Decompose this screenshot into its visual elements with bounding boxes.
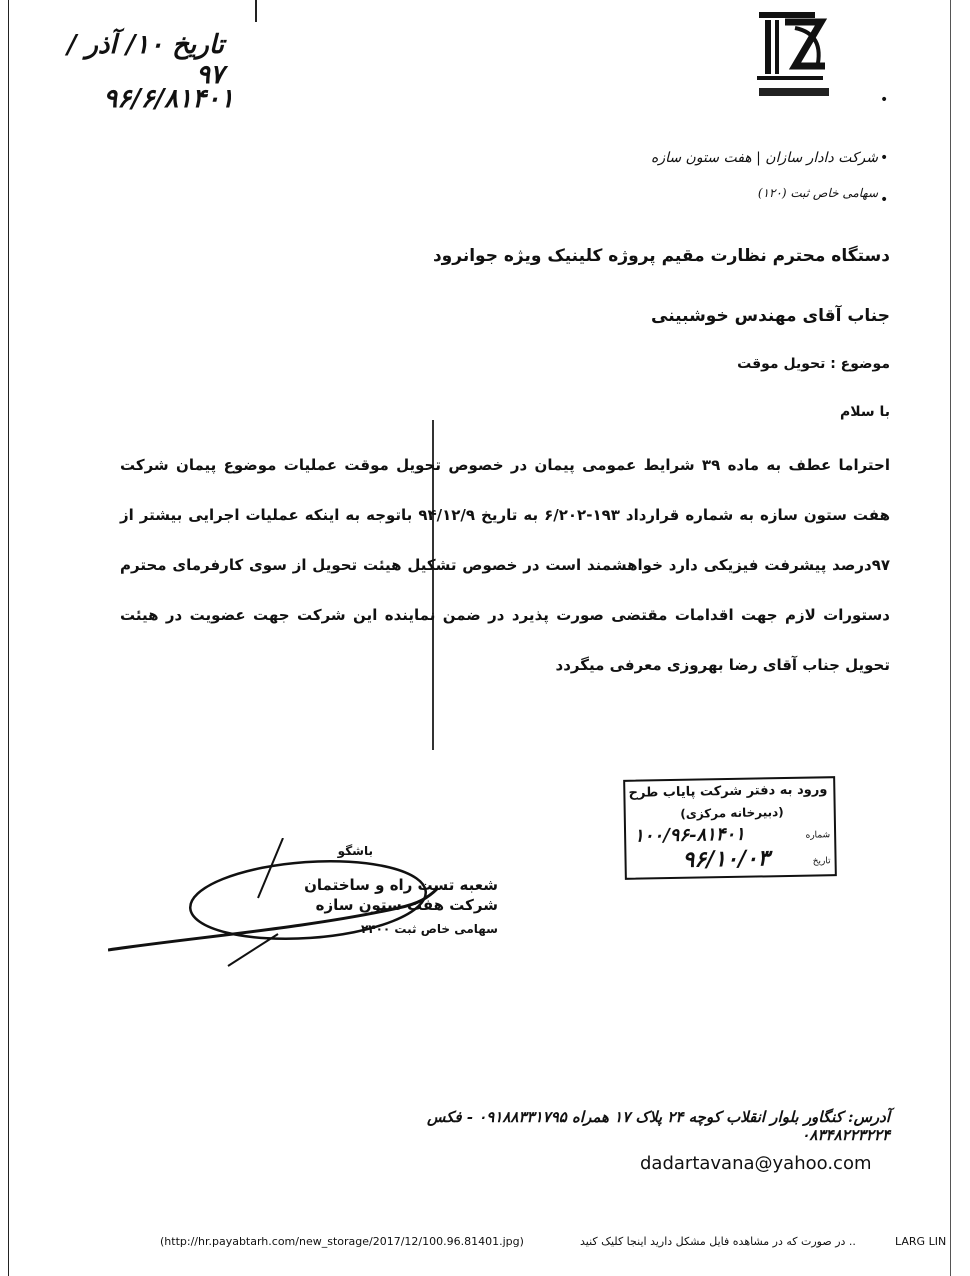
letter-greeting: با سلام [839,404,890,420]
scan-left-edge [8,0,9,1276]
letter-body: احتراما عطف به ماده ۳۹ شرایط عمومی پیمان در خصوص تحویل موقت عملیات موضوع پیمان شرکت هفت ستون سازه به شماره قرارداد ۱۹۳-۶/۲۰۲ به تاریخ ۹۴/۱۲/۹ باتوجه به اینکه عملیات اجرایی بیشتر از ۹۷درصد پیشرفت فیزیکی دارد خواهشمند است در خصوص تشکیل هیئت تحویل از سوی کارفرمای محترم دستورات لازم جهت اقدامات مقتضی صورت پذیرد در ضمن نماینده این شرکت جهت عضویت در هیئت تحویل جناب آقای رضا بهروزی معرفی میگردد [120,456,891,674]
signature-line-2: شرکت هفت ستون سازه [315,896,498,914]
stamp-date-value: ۹۶/۱۰/۰۳ [682,845,770,873]
letter-recipient: جناب آقای مهندس خوشبینی [651,306,890,326]
large-link[interactable]: LARG LIN [895,1235,947,1248]
stamp-title: ورود به دفتر شرکت پایاب طرح [628,782,828,801]
received-stamp [623,776,837,880]
scan-top-edge [255,0,257,22]
signature-title: باشگو [337,844,373,858]
company-registration: سهامی خاص ثبت (۱۲۰) [757,186,878,200]
stamp-subtitle: (دبیرخانه مرکزی) [680,805,784,821]
view-problem-link[interactable]: .. در صورت که در مشاهده فایل مشکل دارید اینجا کلیک کنید [580,1235,856,1248]
stamp-number-label: شماره [805,830,831,841]
letter-subject: موضوع : تحویل موقت [737,356,890,372]
handwritten-number: ۹۶/۶/۸۱۴۰۱ [103,84,234,114]
company-name: شرکت دادار سازان | هفت ستون سازه [651,150,878,166]
signature-line-3: سهامی خاص ثبت ۲۴۰۰ [360,922,498,936]
source-url[interactable]: (http://hr.payabtarh.com/new_storage/2017/12/100.96.81401.jpg) [160,1235,524,1248]
company-address: آدرس: کنگاور بلوار انقلاب کوچه ۲۴ پلاک ۱۷ همراه ۰۹۱۸۸۳۳۱۷۹۵ - فکس ۰۸۳۴۸۲۲۳۲۲۴ [426,1108,890,1144]
header-bullet: • [880,92,889,108]
stamp-date-label: تاریخ [812,856,831,867]
header-bullet: • [880,150,889,166]
signature-block [108,838,508,968]
stamp-number-value: ۱۰۰/۹۶-۸۱۴۰۱ [633,823,746,847]
company-email: dadartavana@yahoo.com [640,1153,872,1174]
scan-right-edge [950,0,951,1276]
signature-line-1: شعبه تست راه و ساختمان [304,876,498,894]
letter-addressee: دستگاه محترم نظارت مقیم پروژه کلینیک ویژه جوانرود [432,246,890,266]
handwritten-date: تاریخ ۱۰/ آذر /۹۷ [66,30,224,90]
company-logo-icon [755,8,833,104]
header-bullet: • [880,192,889,208]
